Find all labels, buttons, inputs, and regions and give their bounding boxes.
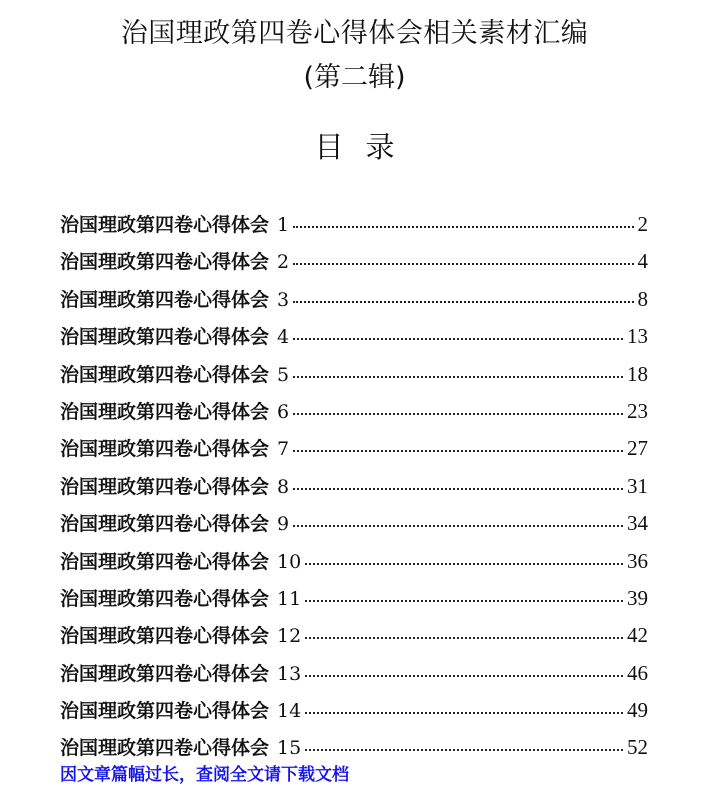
toc-entry-title: 治国理政第四卷心得体会: [60, 513, 270, 536]
toc-entry[interactable]: [60, 318, 648, 355]
toc-entry-number: 10: [277, 550, 302, 573]
toc-entry-number: 14: [277, 700, 302, 723]
toc-entry-number: 15: [277, 737, 302, 760]
toc-entry-page-number: 27: [627, 436, 648, 461]
toc-entry-title: 治国理政第四卷心得体会: [60, 363, 270, 386]
download-notice-link[interactable]: 因文章篇幅过长，查阅全文请下载文档: [60, 765, 349, 785]
toc-dot-leader: [305, 697, 623, 717]
toc-entry-number: 5: [277, 363, 290, 386]
document-title: 治国理政第四卷心得体会相关素材汇编: [120, 18, 589, 49]
toc-entry[interactable]: [60, 468, 648, 505]
toc-dot-leader: [293, 323, 623, 343]
toc-entry-page-number: 42: [627, 623, 648, 648]
toc-entry-number: 2: [277, 251, 290, 274]
toc-entry-number: 4: [277, 326, 290, 349]
toc-entry-page-number: 13: [627, 324, 648, 349]
toc-entry-title: 治国理政第四卷心得体会: [60, 326, 270, 349]
toc-dot-leader: [293, 248, 633, 268]
toc-entry-page-number: 8: [637, 286, 648, 311]
toc-dot-leader: [305, 548, 623, 568]
toc-entry-number: 3: [277, 288, 290, 311]
toc-entry-number: 6: [277, 400, 290, 423]
toc-entry-title: 治国理政第四卷心得体会: [60, 587, 270, 610]
toc-dot-leader: [305, 622, 623, 642]
toc-dot-leader: [305, 660, 623, 680]
toc-entry-page-number: 23: [627, 398, 648, 423]
toc-dot-leader: [305, 585, 623, 605]
toc-entry-page-number: 18: [627, 361, 648, 386]
toc-entry-title: 治国理政第四卷心得体会: [60, 700, 270, 723]
toc-entry-title: 治国理政第四卷心得体会: [60, 475, 270, 498]
toc-entry-number: 11: [277, 587, 302, 610]
toc-entry-page-number: 4: [637, 249, 648, 274]
toc-entry[interactable]: [60, 393, 648, 430]
toc-entry[interactable]: [60, 243, 648, 280]
toc-dot-leader: [293, 435, 623, 455]
toc-entry-page-number: 2: [637, 212, 648, 236]
toc-heading: 目录: [314, 130, 417, 164]
toc-entry-page-number: 34: [627, 511, 648, 536]
toc-entry-title: 治国理政第四卷心得体会: [60, 400, 270, 423]
toc-entry-title: 治国理政第四卷心得体会: [60, 737, 270, 760]
toc-entry[interactable]: [60, 206, 648, 243]
toc-entry[interactable]: [60, 505, 648, 542]
toc-dot-leader: [293, 398, 623, 418]
toc-entry[interactable]: [60, 281, 648, 318]
toc-entry-number: 8: [277, 475, 290, 498]
toc-entry-title: 治国理政第四卷心得体会: [60, 251, 270, 274]
toc-entry-page-number: 46: [627, 660, 648, 685]
toc-entry-page-number: 39: [627, 585, 648, 610]
toc-entry-title: 治国理政第四卷心得体会: [60, 662, 270, 685]
toc-entry-number: 1: [277, 214, 290, 236]
toc-entry-page-number: 36: [627, 548, 648, 573]
toc-entry-page-number: 52: [627, 735, 648, 760]
toc-entry[interactable]: [60, 655, 648, 692]
toc-entry-title: 治国理政第四卷心得体会: [60, 625, 270, 648]
toc-entry-number: 13: [277, 662, 302, 685]
toc-dot-leader: [293, 361, 623, 381]
toc-dot-leader: [293, 473, 623, 493]
document-subtitle: (第二辑): [303, 62, 406, 93]
toc-entry-number: 7: [277, 438, 290, 461]
toc-dot-leader: [293, 510, 623, 530]
toc-entry-title: 治国理政第四卷心得体会: [60, 438, 270, 461]
toc-entry-number: 12: [277, 625, 302, 648]
toc-entry-page-number: 31: [627, 473, 648, 498]
toc-entry[interactable]: [60, 543, 648, 580]
toc-entry-title: 治国理政第四卷心得体会: [60, 288, 270, 311]
toc-entry-title: 治国理政第四卷心得体会: [60, 550, 270, 573]
toc-entry-page-number: 49: [627, 698, 648, 723]
table-of-contents: [60, 206, 648, 767]
toc-entry-number: 9: [277, 513, 290, 536]
toc-entry-title: 治国理政第四卷心得体会: [60, 214, 270, 236]
toc-entry[interactable]: [60, 580, 648, 617]
toc-entry[interactable]: [60, 356, 648, 393]
toc-entry[interactable]: [60, 617, 648, 654]
toc-entry[interactable]: [60, 692, 648, 729]
toc-dot-leader: [305, 734, 623, 754]
toc-entry[interactable]: [60, 430, 648, 467]
toc-dot-leader: [293, 286, 633, 306]
toc-dot-leader: [293, 211, 633, 231]
